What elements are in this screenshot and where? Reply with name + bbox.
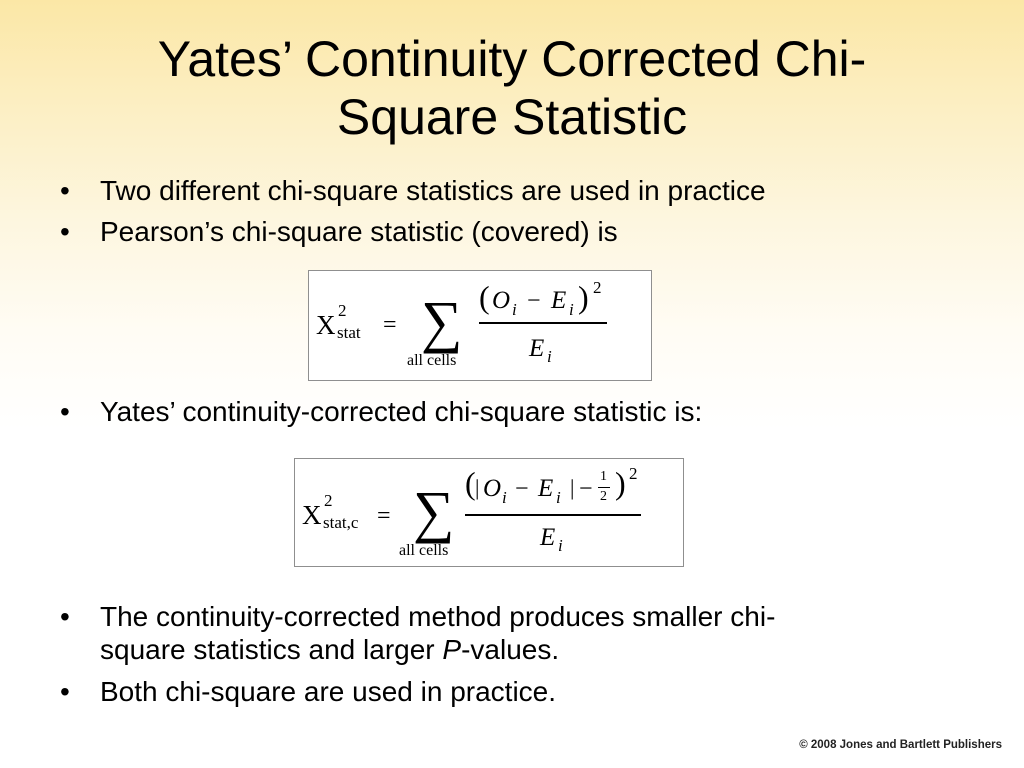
copyright-footer: © 2008 Jones and Bartlett Publishers bbox=[799, 739, 1002, 751]
paren-close: ) bbox=[615, 465, 626, 501]
index-i: i bbox=[547, 347, 552, 366]
bullet-text-line-2 bbox=[100, 633, 980, 666]
paren-open: ( bbox=[479, 279, 490, 315]
minus-sign: − bbox=[527, 288, 541, 314]
index-i: i bbox=[502, 488, 507, 507]
pearson-formula-box bbox=[308, 270, 652, 381]
sum-range-label: all cells bbox=[399, 542, 449, 559]
bullet-marker: • bbox=[60, 216, 70, 247]
chi-superscript: 2 bbox=[324, 491, 333, 510]
chi-subscript: stat bbox=[337, 323, 361, 342]
fraction-bar bbox=[479, 322, 607, 324]
paren-open: ( bbox=[465, 465, 476, 501]
bullet-text: Both chi-square are used in practice. bbox=[100, 676, 557, 707]
chi-symbol: X bbox=[302, 500, 322, 530]
line2-suffix: -values. bbox=[461, 634, 560, 665]
sum-symbol: ∑ bbox=[413, 479, 455, 544]
power-two: 2 bbox=[629, 464, 638, 483]
equals-sign: = bbox=[377, 503, 391, 529]
title-line-1: Yates’ Continuity Corrected Chi- bbox=[157, 31, 867, 87]
index-i: i bbox=[558, 536, 563, 555]
index-i: i bbox=[569, 300, 574, 319]
chi-symbol: X bbox=[316, 310, 336, 340]
yates-formula-box bbox=[294, 458, 684, 567]
minus-sign: − bbox=[579, 476, 593, 502]
index-i: i bbox=[556, 488, 561, 507]
bullet-marker: • bbox=[60, 676, 70, 707]
bullet-marker: • bbox=[60, 396, 70, 427]
abs-bar-left: | bbox=[475, 475, 480, 500]
line2-prefix: square statistics and larger bbox=[100, 634, 443, 665]
p-value-italic: P bbox=[442, 634, 462, 665]
observed-O: O bbox=[483, 475, 502, 502]
half-numerator: 1 bbox=[600, 469, 607, 484]
expected-E: E bbox=[538, 475, 554, 502]
bullet-text: Yates’ continuity-corrected chi-square statistic is: bbox=[100, 396, 703, 427]
bullet-text: Two different chi-square statistics are used in practice bbox=[100, 175, 766, 206]
abs-bar-right: | bbox=[570, 475, 575, 500]
minus-sign: − bbox=[515, 476, 529, 502]
sum-symbol: ∑ bbox=[421, 289, 463, 354]
expected-E: E bbox=[551, 287, 567, 314]
index-i: i bbox=[512, 300, 517, 319]
bullet-text-line-1: The continuity-corrected method produces smaller chi- bbox=[100, 601, 776, 632]
sum-range-label: all cells bbox=[407, 352, 457, 369]
bullet-text bbox=[100, 600, 980, 666]
chi-superscript: 2 bbox=[338, 301, 347, 320]
denominator-E: E bbox=[529, 335, 545, 362]
denominator-E: E bbox=[540, 524, 556, 551]
paren-close: ) bbox=[578, 279, 589, 315]
title-line-2: Square Statistic bbox=[336, 89, 688, 145]
bullet-marker: • bbox=[60, 601, 70, 632]
bullet-marker: • bbox=[60, 175, 70, 206]
half-fraction-bar bbox=[598, 487, 610, 488]
equals-sign: = bbox=[383, 312, 397, 338]
observed-O: O bbox=[492, 287, 511, 314]
power-two: 2 bbox=[593, 278, 602, 297]
bullet-text: Pearson’s chi-square statistic (covered) is bbox=[100, 216, 618, 247]
half-denominator: 2 bbox=[600, 489, 607, 504]
slide-title bbox=[60, 30, 964, 146]
fraction-bar bbox=[465, 514, 641, 516]
chi-subscript: stat,c bbox=[323, 513, 359, 532]
